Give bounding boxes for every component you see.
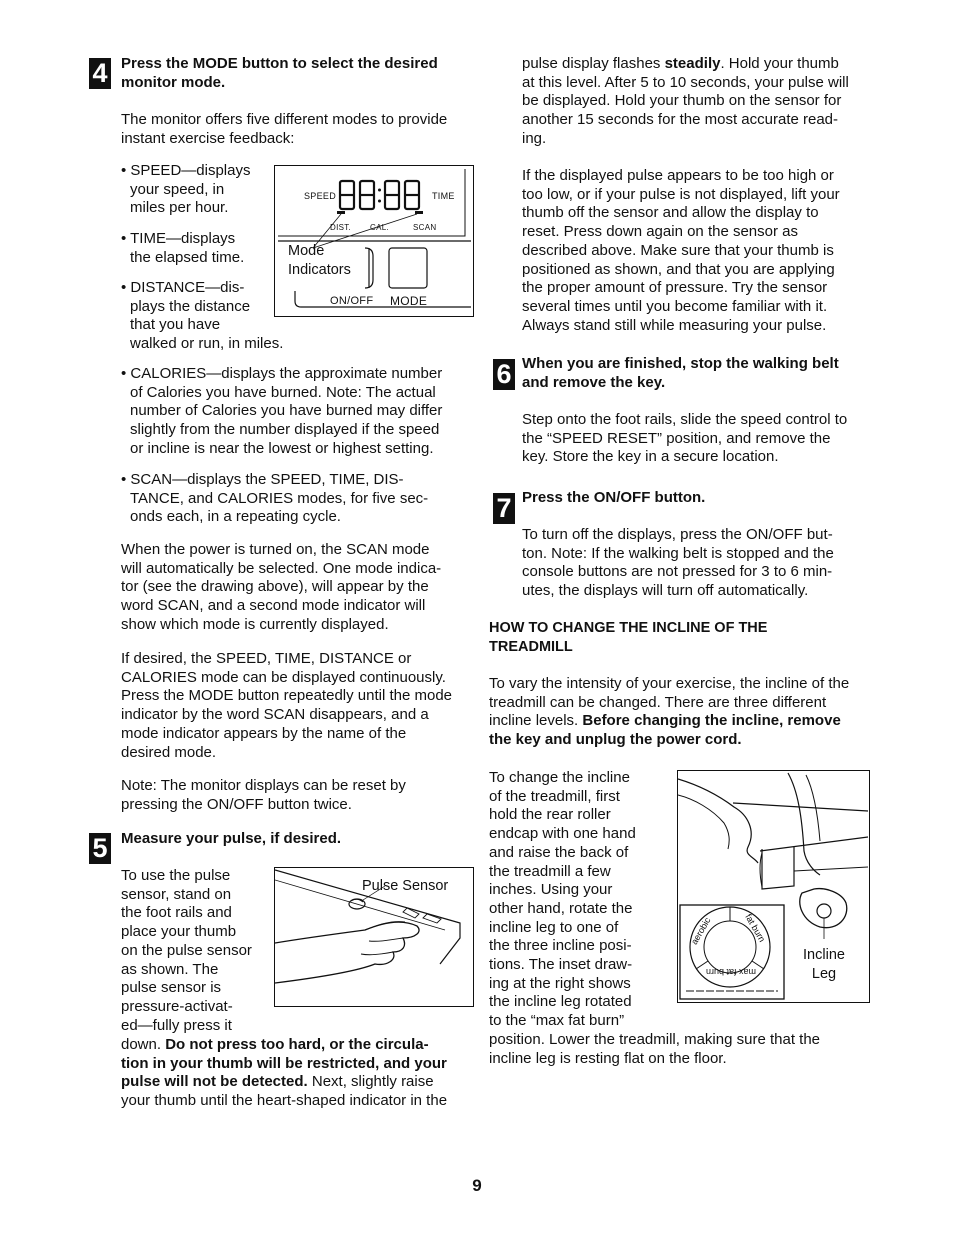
text-line: tor (see the drawing above), will appear by the <box>121 578 429 596</box>
text-line: Mode <box>288 243 325 259</box>
text-line: walked or run, in miles. <box>130 335 284 353</box>
text-line: number of Calories you have burned may differ <box>130 402 443 420</box>
text-line: slightly from the number displayed if the speed <box>130 421 440 439</box>
text-line: positioned as shown, and that you are applying <box>522 260 835 278</box>
text-line: utes, the displays will turn off automatically. <box>522 582 809 600</box>
text-line: several times until you become familiar with it. <box>522 297 828 315</box>
dial-label-max-fat-burn: max fat burn <box>706 967 757 977</box>
step5-continued <box>522 55 849 149</box>
text-line: incline leg to one of <box>489 918 619 936</box>
text-line: and raise the back of <box>489 843 629 861</box>
text-line: The monitor offers five different modes to provide <box>121 111 448 128</box>
text-line: HOW TO CHANGE THE INCLINE OF THE <box>489 620 768 636</box>
text-line: When the power is turned on, the SCAN mode <box>121 541 430 558</box>
text-line: described above. Make sure that your thumb is <box>522 241 834 259</box>
text-line: ing. <box>522 129 547 147</box>
text-line: be displayed. Hold your thumb on the sensor for <box>522 92 842 110</box>
incline-narrow-text <box>489 769 636 1031</box>
pulse-sensor-label: Pulse Sensor <box>362 878 449 894</box>
step5-continued-para2 <box>522 167 840 335</box>
dial-label-fat-burn: fat burn <box>743 912 768 944</box>
text-line: When you are finished, stop the walking belt <box>522 355 839 372</box>
label-speed: SPEED <box>304 191 337 201</box>
text-line: pressing the ON/OFF button twice. <box>121 795 352 813</box>
text-line: Incline <box>803 947 845 963</box>
step4-para3 <box>121 777 406 814</box>
text-line: the three incline posi- <box>489 937 632 955</box>
step5-heading: Measure your pulse, if desired. <box>121 830 342 847</box>
onoff-button-label: ON/OFF <box>330 295 374 307</box>
step4-heading-line: Press the MODE button to select the desired <box>121 55 438 72</box>
text-span: Next, slightly raise <box>307 1073 434 1091</box>
text-line: or incline is near the lowest or highest setting. <box>130 439 434 457</box>
text-line: place your thumb <box>121 923 237 941</box>
bullet-calories <box>121 365 442 459</box>
warning-text: Do not press too hard, or the circula- <box>165 1036 429 1053</box>
step-number-5: 5 <box>89 833 111 864</box>
text-line: that you have <box>130 316 221 334</box>
text-line: of Calories you have burned. Note: The actual <box>130 383 436 401</box>
text-line: • SCAN—displays the SPEED, TIME, DIS- <box>121 471 404 488</box>
incline-intro <box>489 675 849 750</box>
mode-button-label: MODE <box>390 294 428 308</box>
warning-text: pulse will not be detected. <box>121 1073 308 1091</box>
dial-label-aerobic: aerobic <box>689 915 713 947</box>
step4-para2 <box>121 650 452 762</box>
text-line: onds each, in a repeating cycle. <box>130 508 341 526</box>
text-line: another 15 seconds for the most accurate read- <box>522 111 839 129</box>
bullet-distance <box>121 279 283 354</box>
page-number: 9 <box>472 1176 482 1195</box>
text-line: to the “max fat burn” <box>489 1012 625 1030</box>
step4-heading <box>121 55 438 92</box>
incline-heading <box>489 619 767 656</box>
step6-heading <box>522 355 839 392</box>
console-drawing <box>275 166 472 315</box>
step5-narrow-text <box>121 867 252 1035</box>
text-span: incline levels. <box>489 712 583 730</box>
text-line: the foot rails and <box>121 904 232 922</box>
text-line: the elapsed time. <box>130 248 245 266</box>
step-number-7: 7 <box>493 493 515 524</box>
step5-wide-text <box>121 1036 447 1111</box>
text-line: Indicators <box>288 261 351 278</box>
text-line: Always stand still while measuring your pulse. <box>522 316 827 334</box>
step6-body <box>522 411 847 467</box>
text-line: • CALORIES—displays the approximate number <box>121 365 443 382</box>
step4-para1 <box>121 541 441 635</box>
text-line: reset. Press down again on the sensor as <box>522 223 798 241</box>
text-line: the treadmill a few <box>489 862 611 880</box>
text-line: To vary the intensity of your exercise, the incline of the <box>489 675 850 692</box>
text-line: To change the incline <box>489 769 630 786</box>
incline-wide-text <box>489 1031 820 1068</box>
text-line: your speed, in <box>130 180 225 198</box>
text-line: other hand, rotate the <box>489 899 633 917</box>
text-line: tions. The inset draw- <box>489 956 633 974</box>
text-line: Step onto the foot rails, slide the speed control to <box>522 411 848 428</box>
console-illustration <box>274 165 474 317</box>
text-line: TREADMILL <box>489 638 573 655</box>
text-line: hold the rear roller <box>489 806 611 824</box>
bullet-scan <box>121 471 428 527</box>
step7-heading: Press the ON/OFF button. <box>522 489 706 506</box>
text-line: the “SPEED RESET” position, and remove the <box>522 429 831 447</box>
incline-leg-illustration <box>677 770 870 1003</box>
label-scan: SCAN <box>413 223 437 232</box>
text-line <box>121 1036 447 1055</box>
text-line: will automatically be selected. One mode indica- <box>121 559 442 577</box>
text-line: show which mode is currently displayed. <box>121 615 389 633</box>
text-line: of the treadmill, first <box>489 787 620 805</box>
text-span: . Hold your thumb <box>720 55 839 72</box>
emphasis-text: steadily <box>664 55 721 72</box>
text-line: TANCE, and CALORIES modes, for five sec- <box>130 489 429 507</box>
label-dist: DIST. <box>330 223 352 232</box>
text-line: inches. Using your <box>489 881 613 899</box>
text-span: pulse display flashes <box>522 55 665 72</box>
text-line: too low, or if your pulse is not displayed, lift your <box>522 185 840 203</box>
step-number-4: 4 <box>89 58 111 89</box>
step4-heading-line: monitor mode. <box>121 73 226 91</box>
text-line: Press the MODE button repeatedly until the mode <box>121 687 453 705</box>
text-line: incline leg is resting flat on the floor. <box>489 1049 727 1067</box>
text-line: treadmill can be changed. There are three different <box>489 693 827 711</box>
text-line: and remove the key. <box>522 373 666 391</box>
text-line: miles per hour. <box>130 199 229 217</box>
warning-text: the key and unplug the power cord. <box>489 731 742 749</box>
text-line: key. Store the key in a secure location. <box>522 448 779 466</box>
text-line: as shown. The <box>121 960 219 978</box>
text-line: Note: The monitor displays can be reset by <box>121 777 406 794</box>
text-line: pressure-activat- <box>121 997 233 1015</box>
text-line: mode indicator appears by the name of the <box>121 724 407 742</box>
text-line: console buttons are not pressed for 3 to 6 min- <box>522 563 833 581</box>
step7-body <box>522 526 834 601</box>
text-line: thumb off the sensor and allow the display to <box>522 204 819 222</box>
text-line: ed—fully press it <box>121 1016 232 1034</box>
text-line: • TIME—displays <box>121 230 236 247</box>
text-line: CALORIES mode can be displayed continuously. <box>121 668 446 686</box>
step-number-6: 6 <box>493 359 515 390</box>
text-line: the proper amount of pressure. Try the sensor <box>522 279 828 297</box>
warning-text: tion in your thumb will be restricted, and your <box>121 1054 447 1072</box>
text-line: position. Lower the treadmill, making sure that the <box>489 1031 821 1048</box>
bullet-time <box>121 230 244 267</box>
pulse-sensor-illustration <box>274 867 474 1007</box>
text-line: at this level. After 5 to 10 seconds, your pulse will <box>522 73 849 91</box>
text-line: • SPEED—displays <box>121 162 251 179</box>
callout-mode-indicators <box>288 242 351 279</box>
text-line: Leg <box>811 965 837 982</box>
text-span: down. <box>121 1036 166 1053</box>
text-line: ton. Note: If the walking belt is stopped and the <box>522 544 834 562</box>
text-line <box>121 1073 447 1092</box>
text-line: To turn off the displays, press the ON/OFF but- <box>522 526 833 543</box>
text-line: ing at the right shows <box>489 974 631 992</box>
label-time: TIME <box>432 191 455 201</box>
text-line: To use the pulse <box>121 867 231 884</box>
text-line: If the displayed pulse appears to be too high or <box>522 167 834 184</box>
text-line: plays the distance <box>130 297 251 315</box>
text-line: • DISTANCE—dis- <box>121 279 245 296</box>
text-line: sensor, stand on <box>121 885 232 903</box>
step4-intro <box>121 111 447 148</box>
text-line: the incline leg rotated <box>489 993 632 1011</box>
text-line: on the pulse sensor <box>121 941 252 959</box>
text-line: instant exercise feedback: <box>121 129 295 147</box>
text-line: If desired, the SPEED, TIME, DISTANCE or <box>121 650 412 667</box>
text-line <box>522 55 849 74</box>
text-line: pulse sensor is <box>121 979 222 997</box>
incline-leg-label <box>788 946 860 983</box>
text-line: word SCAN, and a second mode indicator will <box>121 597 426 615</box>
text-line: your thumb until the heart-shaped indicator in the <box>121 1092 448 1110</box>
bullet-speed <box>121 162 250 218</box>
warning-text: Before changing the incline, remove <box>582 712 841 730</box>
text-line: endcap with one hand <box>489 825 636 843</box>
label-cal: CAL. <box>370 223 389 232</box>
text-line: desired mode. <box>121 743 217 761</box>
text-line: indicator by the word SCAN disappears, and a <box>121 706 429 724</box>
text-line <box>489 712 849 731</box>
